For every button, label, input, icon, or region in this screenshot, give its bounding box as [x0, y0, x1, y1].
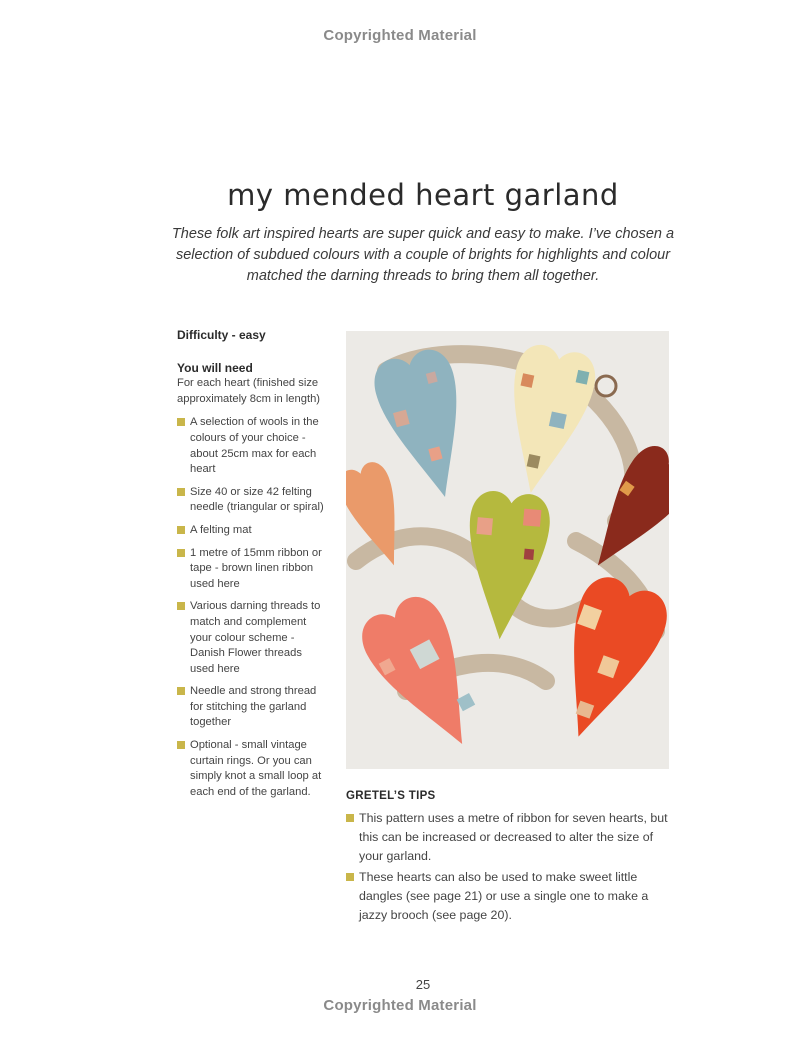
tips-list: [346, 809, 676, 925]
list-item-text: Needle and strong thread for stitching the garland together: [190, 685, 317, 729]
page-title: my mended heart garland: [227, 178, 619, 212]
list-item-text: Size 40 or size 42 felting needle (triangular or spiral): [190, 485, 324, 514]
square-bullet-icon: [177, 687, 185, 695]
felted-hearts-photo: [346, 331, 669, 769]
square-bullet-icon: [346, 814, 354, 822]
tip-text: These hearts can also be used to make sweet little dangles (see page 21) or use a single one to make a jazzy brooch (see page 20).: [359, 870, 649, 922]
list-item-text: Various darning threads to match and complement your colour scheme - Danish Flower threads used here: [190, 600, 321, 675]
copyright-watermark-top: Copyrighted Material: [323, 27, 477, 44]
list-item: [177, 738, 327, 800]
list-item: [177, 485, 327, 516]
list-item-text: A felting mat: [190, 523, 252, 536]
list-item: [177, 523, 327, 539]
tips-heading: GRETEL’S TIPS: [346, 790, 436, 802]
square-bullet-icon: [177, 602, 185, 610]
intro-paragraph: These folk art inspired hearts are super quick and easy to make. I’ve chosen a selection of subdued colours with a couple of brights for highlights and colour matched the darning threads to bring them all together.: [171, 226, 675, 284]
materials-list: [177, 415, 327, 800]
page-number: 25: [415, 977, 431, 992]
gretels-tips: [346, 787, 676, 927]
list-item: [177, 546, 327, 593]
square-bullet-icon: [177, 526, 185, 534]
felted-hearts-illustration: [346, 331, 669, 769]
square-bullet-icon: [177, 741, 185, 749]
difficulty-label: Difficulty - easy: [177, 328, 266, 342]
list-item-text: 1 metre of 15mm ribbon or tape - brown linen ribbon used here: [190, 546, 322, 590]
list-item: [346, 868, 676, 925]
you-will-need-intro: For each heart (finished size approximately 8cm in length): [177, 377, 321, 405]
you-will-need-heading: You will need: [177, 360, 253, 375]
square-bullet-icon: [177, 418, 185, 426]
copyright-watermark-bottom: Copyrighted Material: [323, 997, 477, 1014]
list-item: [177, 415, 327, 477]
list-item: [177, 599, 327, 677]
list-item-text: Optional - small vintage curtain rings. Or you can simply knot a small loop at each end of the garland.: [190, 739, 322, 798]
list-item: [346, 809, 676, 866]
square-bullet-icon: [346, 873, 354, 881]
list-item-text: A selection of wools in the colours of your choice - about 25cm max for each heart: [190, 416, 319, 476]
requirements-column: [177, 328, 327, 807]
square-bullet-icon: [177, 549, 185, 557]
list-item: [177, 684, 327, 731]
tip-text: This pattern uses a metre of ribbon for seven hearts, but this can be increased or decreased to alter the size of your garland.: [359, 811, 668, 863]
square-bullet-icon: [177, 488, 185, 496]
